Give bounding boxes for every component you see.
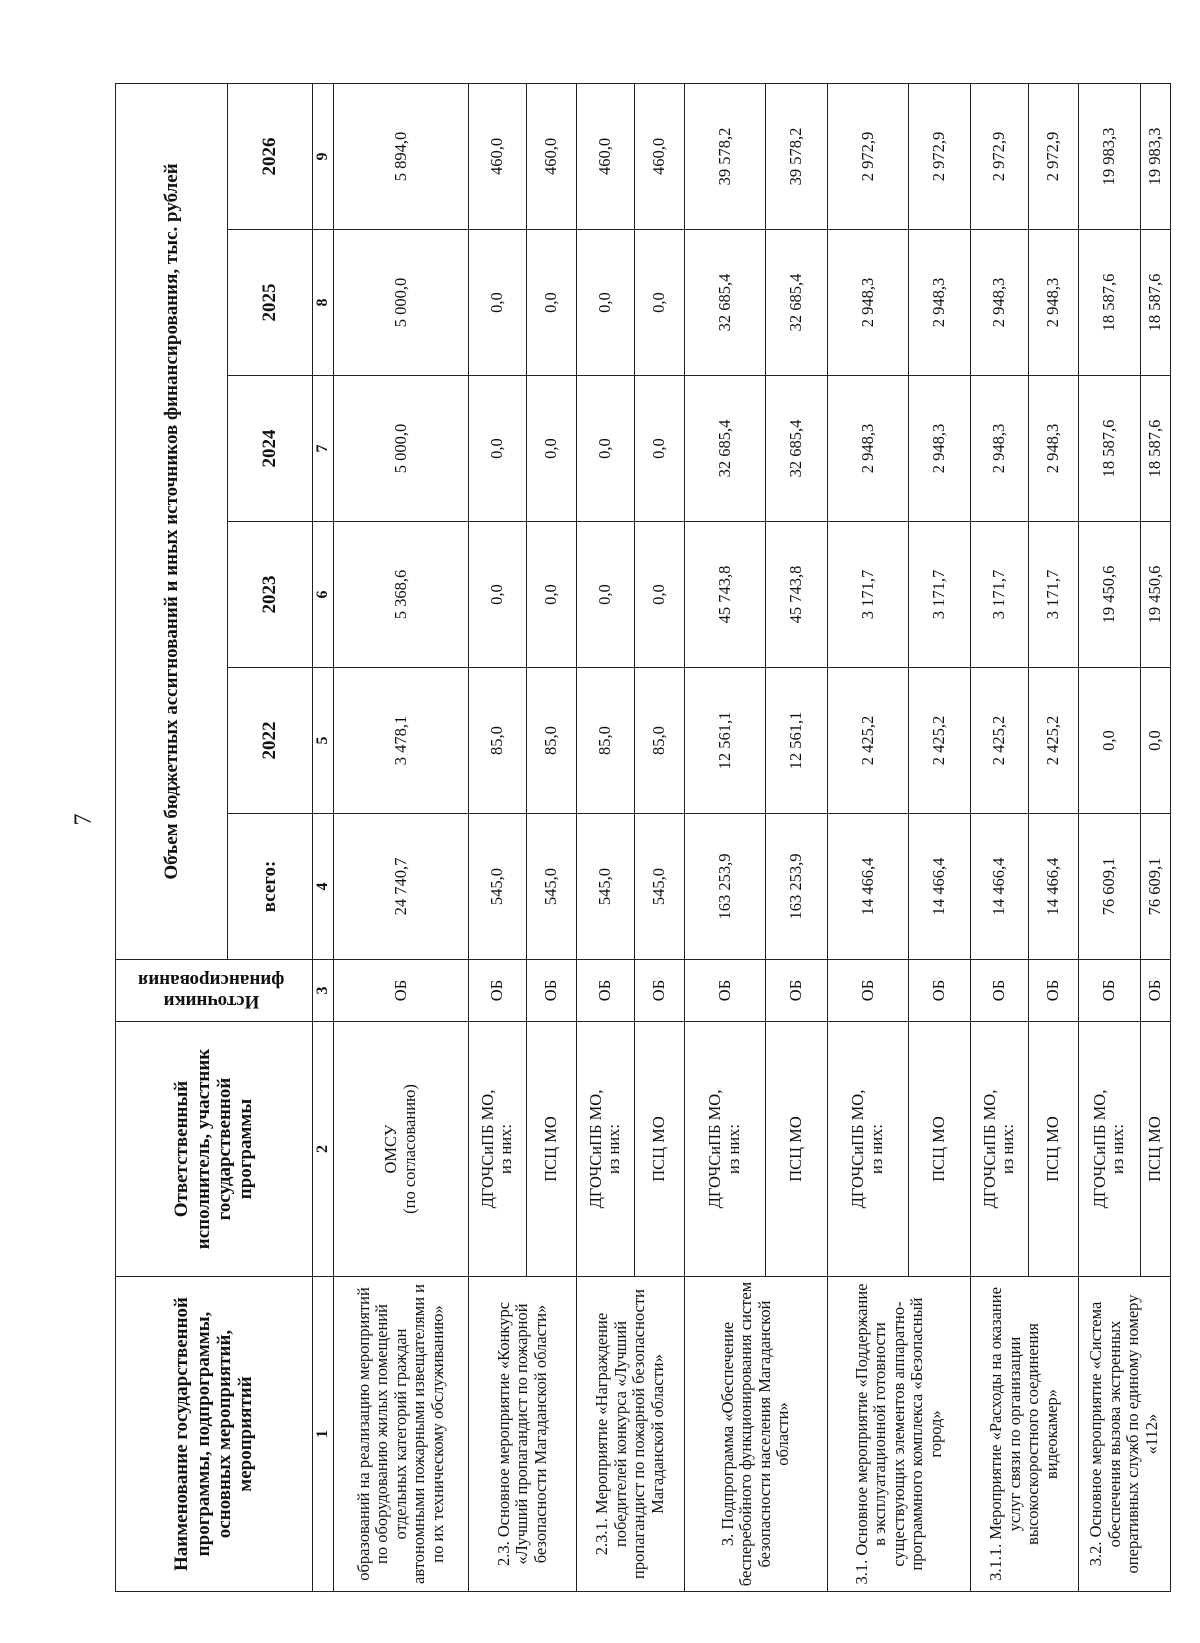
cell-amount-2024: 0,0 [634, 376, 684, 522]
cell-amount-2023: 3 171,7 [1028, 522, 1078, 668]
cell-funding-source: ОБ [765, 960, 827, 1022]
cell-executor [1078, 1022, 1140, 1277]
cell-program-name: образований на реализацию мероприятий по оборудованию жилых помещений отдельных категорий граждан автономными пожарными извещателями и по их техническому обслуживанию» [333, 1277, 468, 1592]
table-row [684, 83, 765, 1591]
cell-funding-source: ОБ [970, 960, 1028, 1022]
cell-program-name: 3.1.1. Мероприятие «Расходы на оказание услуг связи по организации высокоскоростного соединения видеокамер» [970, 1277, 1078, 1592]
cell-funding-source: ОБ [468, 960, 526, 1022]
cell-amount-2024: 18 587,6 [1140, 376, 1170, 522]
cell-amount-2023: 3 171,7 [970, 522, 1028, 668]
executor-line-2: из них: [496, 1124, 516, 1174]
column-number: 7 [313, 376, 334, 522]
cell-amount-2026: 2 972,9 [970, 83, 1028, 229]
cell-amount-2023: 3 171,7 [827, 522, 908, 668]
budget-table [115, 83, 1171, 1592]
executor-line-1: ПСЦ МО [929, 1116, 949, 1182]
cell-executor [970, 1022, 1028, 1277]
cell-amount-total: 163 253,9 [684, 814, 765, 960]
cell-amount-2024: 2 948,3 [827, 376, 908, 522]
cell-amount-2022: 85,0 [526, 668, 576, 814]
cell-executor [634, 1022, 684, 1277]
cell-amount-2023: 5 368,6 [333, 522, 468, 668]
cell-amount-2024: 5 000,0 [333, 376, 468, 522]
cell-amount-2024: 2 948,3 [970, 376, 1028, 522]
header-year-2025: 2025 [228, 230, 313, 376]
cell-amount-2022: 2 425,2 [908, 668, 970, 814]
cell-executor [684, 1022, 765, 1277]
table-row [1078, 83, 1140, 1591]
cell-amount-total: 76 609,1 [1140, 814, 1170, 960]
executor-line-2: (по согласованию) [399, 1084, 419, 1214]
header-year-2023: 2023 [228, 522, 313, 668]
cell-amount-2022: 3 478,1 [333, 668, 468, 814]
cell-amount-2026: 39 578,2 [684, 83, 765, 229]
column-number: 1 [313, 1277, 334, 1592]
executor-line-1: ДГОЧСиПБ МО, [979, 1089, 999, 1209]
cell-amount-2025: 32 685,4 [684, 230, 765, 376]
executor-line-1: ПСЦ МО [1043, 1116, 1063, 1182]
column-number: 9 [313, 83, 334, 229]
cell-amount-2025: 5 000,0 [333, 230, 468, 376]
cell-executor [526, 1022, 576, 1277]
cell-amount-2024: 2 948,3 [908, 376, 970, 522]
executor-line-2: из них: [1108, 1124, 1128, 1174]
executor-line-2: из них: [723, 1124, 743, 1174]
cell-amount-total: 76 609,1 [1078, 814, 1140, 960]
cell-amount-2026: 460,0 [526, 83, 576, 229]
cell-amount-2026: 460,0 [576, 83, 634, 229]
executor-line-2: из них: [866, 1124, 886, 1174]
cell-amount-2024: 32 685,4 [765, 376, 827, 522]
cell-amount-total: 545,0 [526, 814, 576, 960]
column-number: 3 [313, 960, 334, 1022]
table-body [333, 83, 1170, 1591]
cell-amount-2025: 2 948,3 [970, 230, 1028, 376]
cell-funding-source: ОБ [684, 960, 765, 1022]
cell-amount-2024: 0,0 [526, 376, 576, 522]
cell-amount-2024: 0,0 [576, 376, 634, 522]
cell-amount-total: 14 466,4 [970, 814, 1028, 960]
table-row [576, 83, 634, 1591]
cell-amount-total: 545,0 [576, 814, 634, 960]
table-row [970, 83, 1028, 1591]
cell-funding-source: ОБ [827, 960, 908, 1022]
executor-line-1: ДГОЧСиПБ МО, [705, 1089, 725, 1209]
cell-amount-2023: 0,0 [526, 522, 576, 668]
column-number: 8 [313, 230, 334, 376]
cell-program-name: 3.2. Основное мероприятие «Система обеспечения вызова экстренных оперативных служб по единому номеру «112» [1078, 1277, 1170, 1592]
cell-amount-2026: 19 983,3 [1078, 83, 1140, 229]
header-program-name: Наименование государственной программы, подпрограммы, основных мероприятий, мероприятий [116, 1277, 313, 1592]
cell-funding-source: ОБ [1078, 960, 1140, 1022]
header-year-2022: 2022 [228, 668, 313, 814]
cell-amount-2026: 5 894,0 [333, 83, 468, 229]
cell-executor [576, 1022, 634, 1277]
cell-amount-2024: 0,0 [468, 376, 526, 522]
cell-amount-2026: 2 972,9 [827, 83, 908, 229]
cell-amount-2025: 0,0 [468, 230, 526, 376]
rotated-page-content [115, 84, 1165, 1592]
cell-amount-2025: 2 948,3 [908, 230, 970, 376]
cell-amount-2026: 2 972,9 [908, 83, 970, 229]
executor-line-1: ДГОЧСиПБ МО, [1089, 1089, 1109, 1209]
cell-funding-source: ОБ [333, 960, 468, 1022]
cell-amount-total: 163 253,9 [765, 814, 827, 960]
cell-funding-source: ОБ [1140, 960, 1170, 1022]
executor-line-1: ДГОЧСиПБ МО, [477, 1089, 497, 1209]
table-row [468, 83, 526, 1591]
executor-line-1: ПСЦ МО [649, 1116, 669, 1182]
cell-amount-2024: 32 685,4 [684, 376, 765, 522]
cell-amount-2025: 2 948,3 [827, 230, 908, 376]
cell-amount-2022: 12 561,1 [765, 668, 827, 814]
cell-funding-source: ОБ [526, 960, 576, 1022]
cell-amount-total: 14 466,4 [1028, 814, 1078, 960]
executor-line-1: ДГОЧСиПБ МО, [585, 1089, 605, 1209]
cell-funding-source: ОБ [908, 960, 970, 1022]
cell-program-name: 3.1. Основное мероприятие «Поддержание в эксплуатационной готовности существующих элементов аппаратно-программного комплекса «Безопасный город» [827, 1277, 970, 1592]
cell-amount-2024: 18 587,6 [1078, 376, 1140, 522]
cell-amount-2026: 460,0 [634, 83, 684, 229]
executor-line-1: ПСЦ МО [786, 1116, 806, 1182]
cell-amount-2023: 3 171,7 [908, 522, 970, 668]
page-number: 7 [70, 813, 97, 826]
executor-line-1: ПСЦ МО [1145, 1116, 1165, 1182]
cell-funding-source: ОБ [576, 960, 634, 1022]
cell-amount-2023: 45 743,8 [765, 522, 827, 668]
cell-amount-2024: 2 948,3 [1028, 376, 1078, 522]
cell-funding-source: ОБ [1028, 960, 1078, 1022]
column-number: 4 [313, 814, 334, 960]
column-number: 6 [313, 522, 334, 668]
header-year-total: всего: [228, 814, 313, 960]
cell-amount-2023: 45 743,8 [684, 522, 765, 668]
cell-amount-2022: 85,0 [634, 668, 684, 814]
cell-amount-2025: 18 587,6 [1140, 230, 1170, 376]
cell-amount-2025: 0,0 [634, 230, 684, 376]
cell-program-name: 2.3. Основное мероприятие «Конкурс «Лучший пропагандист по пожарной безопасности Магаданской области» [468, 1277, 576, 1592]
column-number: 5 [313, 668, 334, 814]
table-row [333, 83, 468, 1591]
cell-program-name: 3. Подпрограмма «Обеспечение бесперебойного функционирования систем безопасности населения Магаданской области» [684, 1277, 827, 1592]
cell-executor [908, 1022, 970, 1277]
cell-amount-2022: 85,0 [576, 668, 634, 814]
cell-amount-2022: 85,0 [468, 668, 526, 814]
cell-amount-2025: 18 587,6 [1078, 230, 1140, 376]
cell-amount-2022: 0,0 [1078, 668, 1140, 814]
cell-amount-2026: 39 578,2 [765, 83, 827, 229]
header-executor: Ответственный исполнитель, участник государственной программы [116, 1022, 313, 1277]
cell-amount-2023: 0,0 [468, 522, 526, 668]
header-year-2024: 2024 [228, 376, 313, 522]
header-year-2026: 2026 [228, 83, 313, 229]
cell-funding-source: ОБ [634, 960, 684, 1022]
cell-executor [827, 1022, 908, 1277]
header-funding-source [116, 960, 313, 1022]
cell-amount-2025: 2 948,3 [1028, 230, 1078, 376]
header-funding-source-line-2: финансирования [138, 970, 285, 992]
cell-amount-total: 545,0 [634, 814, 684, 960]
cell-amount-2025: 32 685,4 [765, 230, 827, 376]
cell-amount-total: 545,0 [468, 814, 526, 960]
header-budget-volume: Объем бюджетных ассигнований и иных источников финансирования, тыс. рублей [116, 83, 228, 959]
cell-amount-2025: 0,0 [526, 230, 576, 376]
cell-amount-2023: 19 450,6 [1078, 522, 1140, 668]
executor-line-1: ПСЦ МО [541, 1116, 561, 1182]
cell-amount-2026: 460,0 [468, 83, 526, 229]
cell-amount-2022: 0,0 [1140, 668, 1170, 814]
cell-amount-2023: 0,0 [576, 522, 634, 668]
cell-amount-total: 14 466,4 [908, 814, 970, 960]
cell-amount-2022: 2 425,2 [827, 668, 908, 814]
cell-amount-2026: 2 972,9 [1028, 83, 1078, 229]
cell-amount-2022: 2 425,2 [970, 668, 1028, 814]
cell-amount-2025: 0,0 [576, 230, 634, 376]
cell-amount-2023: 19 450,6 [1140, 522, 1170, 668]
cell-executor [333, 1022, 468, 1277]
executor-line-1: ОМСУ [381, 1124, 401, 1174]
executor-line-2: из них: [998, 1124, 1018, 1174]
cell-executor [1140, 1022, 1170, 1277]
cell-executor [468, 1022, 526, 1277]
cell-amount-2022: 12 561,1 [684, 668, 765, 814]
cell-executor [765, 1022, 827, 1277]
cell-amount-2023: 0,0 [634, 522, 684, 668]
cell-program-name: 2.3.1. Мероприятие «Награждение победителей конкурса «Лучший пропагандист по пожарной безопасности Магаданской области» [576, 1277, 684, 1592]
table-row [827, 83, 908, 1591]
executor-line-2: из них: [604, 1124, 624, 1174]
header-funding-source-line-1: Источники [163, 991, 260, 1013]
column-number: 2 [313, 1022, 334, 1277]
cell-amount-total: 24 740,7 [333, 814, 468, 960]
cell-amount-2026: 19 983,3 [1140, 83, 1170, 229]
cell-amount-2022: 2 425,2 [1028, 668, 1078, 814]
cell-amount-total: 14 466,4 [827, 814, 908, 960]
header-funding-source-text [138, 970, 284, 1012]
executor-line-1: ДГОЧСиПБ МО, [848, 1089, 868, 1209]
cell-executor [1028, 1022, 1078, 1277]
